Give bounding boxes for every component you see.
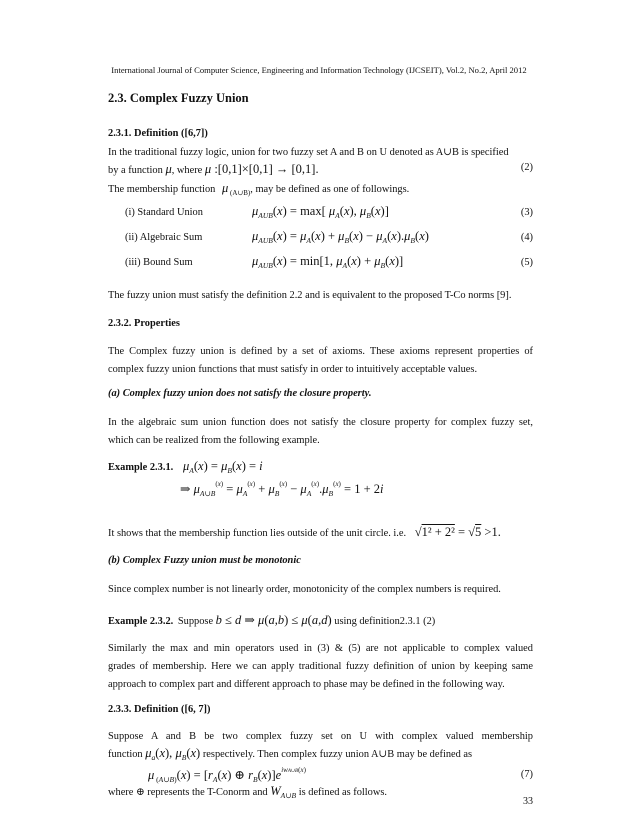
equation-number: (4)	[520, 232, 533, 243]
definition-function-line: by a function μ, where μ :[0,1]×[0,1] → [0,1].	[108, 162, 319, 176]
equation-number: (7)	[520, 769, 533, 780]
example-formula-2: ⇒ $\mu_{A\cup B}^{(x)} = \mu_A^{(x)} + \mu_B^{(x)} - \mu_A^{(x)}.\mu_B^{(x)} = 1 + 2i$	[180, 480, 384, 498]
example-label: Example 2.3.1.	[108, 462, 174, 473]
operators-paragraph: Similarly the max and min operators used in (3) & (5) are not applicable to complex valued grades of membership. Here we can apply traditional fuzzy definition of union by keeping same approach to complex part and different approach to phase may be defined in the following way.	[108, 643, 533, 690]
example-formula-1: $\mu_A(x) = \mu_B(x) = i$	[183, 459, 263, 475]
monotonic-subheading: (b) Complex Fuzzy union must be monotonic	[108, 555, 301, 566]
item-label: (i) Standard Union	[125, 207, 203, 218]
equation-number: (2)	[520, 162, 533, 173]
equation-number: (5)	[520, 257, 533, 268]
membership-line: The membership function μ $_{(A\cup B)}$, may be defined as one of followings.	[108, 181, 410, 197]
item-label: (ii) Algebraic Sum	[125, 232, 203, 243]
example-2-line: Example 2.3.2. Suppose b ≤ d ⇒ μ(a,b) ≤ μ(a,d) using definition2.3.1 (2)	[108, 613, 436, 627]
properties-heading: 2.3.2. Properties	[108, 318, 180, 329]
closure-paragraph: In the algebraic sum union function does not satisfy the closure property for complex fuzzy set, which can be realized from the following example.	[108, 417, 533, 446]
equation-number: (3)	[520, 207, 533, 218]
formula-complex-union: μ $_{(A\cup B)}(x) = [r_A(x)$ ⊕ $r_B(x)]e^{iwA\cup B(x)}$	[148, 766, 306, 784]
definition-3-line-1: Suppose A and B be two complex fuzzy set on U with complex valued membership	[108, 731, 533, 742]
where-line: where ⊕ represents the T-Conorm and $W_{A\cup B}$ is defined as follows.	[108, 784, 388, 800]
page-number: 33	[523, 796, 533, 807]
unit-circle-line: It shows that the membership function lies outside of the unit circle. i.e. √1² + 2² = √5 >1.	[108, 525, 501, 539]
union-note: The fuzzy union must satisfy the definition 2.2 and is equivalent to the proposed T-Co norms [9].	[108, 290, 512, 301]
definition-3-line-2: function $\mu_a(x)$, $\mu_B(x)$ respectively. Then complex fuzzy union A∪B may be defined as	[108, 746, 473, 762]
item-label: (iii) Bound Sum	[125, 257, 193, 268]
section-title: 2.3. Complex Fuzzy Union	[108, 91, 249, 105]
journal-header: International Journal of Computer Science, Engineering and Information Technology (IJCSEIT), Vol.2, No.2, April 2012	[111, 65, 527, 75]
definition-3-heading: 2.3.3. Definition ([6, 7])	[108, 704, 211, 715]
definition-heading: 2.3.1. Definition ([6,7])	[108, 128, 208, 139]
formula-algebraic-sum: $\mu_{AUB}(x) = \mu_A(x) + \mu_B(x) - \mu_A(x).\mu_B(x)$	[252, 229, 429, 245]
definition-text: In the traditional fuzzy logic, union for two fuzzy set A and B on U denoted as A∪B is specified	[108, 147, 509, 158]
closure-subheading: (a) Complex fuzzy union does not satisfy the closure property.	[108, 388, 372, 399]
formula-bound-sum: $\mu_{AUB}(x) = \min[1$, $\mu_A(x) + \mu_B(x)$]	[252, 254, 404, 270]
monotonic-paragraph: Since complex number is not linearly order, monotonicity of the complex numbers is required.	[108, 584, 501, 595]
formula-standard-union: $\mu_{AUB}(x) = \max$[ $\mu_A(x)$, $\mu_B(x)$]	[252, 204, 389, 220]
properties-paragraph: The Complex fuzzy union is defined by a set of axioms. These axioms represent properties of complex fuzzy union functions that must satisfy in order to intuitively acceptable values.	[108, 346, 533, 375]
